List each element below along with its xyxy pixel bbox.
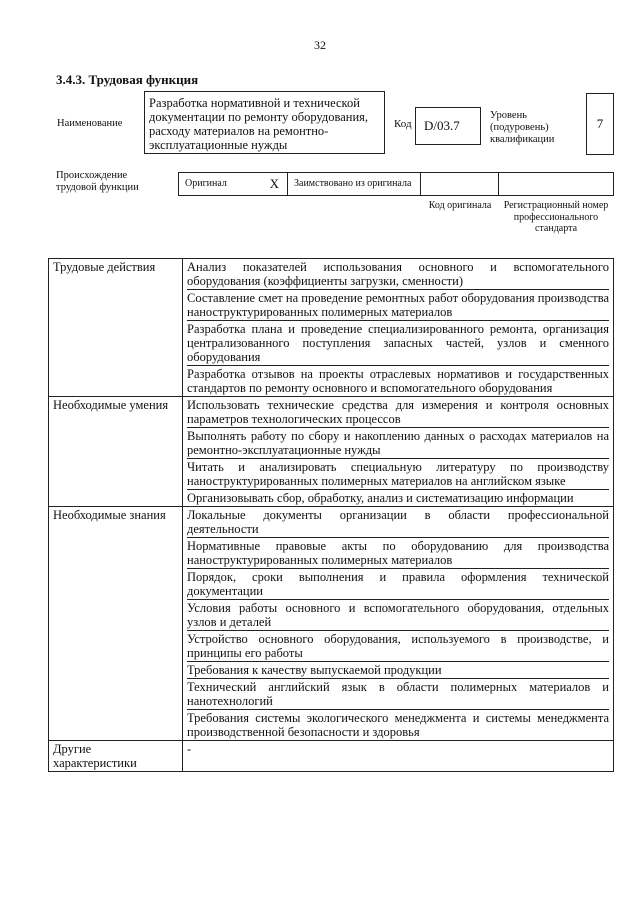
code-label: Код: [394, 118, 412, 130]
category-label: Необходимые умения: [49, 397, 183, 507]
level-value: 7: [586, 93, 614, 155]
original-mark: X: [269, 176, 279, 191]
list-item: Выполнять работу по сбору и накоплению данных о расходах материалов на ремонтно-эксплуатационные нужды: [187, 429, 609, 457]
list-item: Анализ показателей использования основного и вспомогательного оборудования (коэффициенты загрузки, сменности): [187, 260, 609, 288]
page-number: 32: [314, 38, 326, 52]
list-item: Порядок, сроки выполнения и правила оформления технической документации: [187, 570, 609, 598]
list-item: Требования системы экологического менеджмента и системы менеджмента производственной безопасности и здоровья: [187, 711, 609, 739]
borrowed-cell: [287, 172, 421, 196]
category-items: [183, 397, 614, 507]
reg-number-cell: [498, 172, 614, 196]
section-row: [49, 259, 614, 397]
borrowed-label: Заимствовано из оригинала: [294, 178, 412, 189]
category-items: [183, 741, 614, 772]
list-item: Составление смет на проведение ремонтных работ оборудования производства наноструктурированных полимерных материалов: [187, 291, 609, 319]
function-table: [48, 258, 614, 772]
category-items: [183, 259, 614, 397]
section-row: [49, 741, 614, 772]
list-item: Использовать технические средства для измерения и контроля основных параметров технологических процессов: [187, 398, 609, 426]
category-label: Другие характеристики: [49, 741, 183, 772]
list-item: Нормативные правовые акты по оборудованию для производства наноструктурированных полимерных материалов: [187, 539, 609, 567]
section-heading: 3.4.3. Трудовая функция: [56, 72, 199, 87]
code-original-label: Код оригинала: [428, 200, 492, 211]
function-name: Разработка нормативной и технической документации по ремонту оборудования, расходу материалов на ремонтно-эксплуатационные нужды: [144, 91, 385, 154]
category-label: Трудовые действия: [49, 259, 183, 397]
list-item: Требования к качеству выпускаемой продукции: [187, 662, 609, 679]
list-item: Разработка плана и проведение специализированного ремонта, организация централизованного поступления запасных частей, узлов и сменного оборудования: [187, 322, 609, 364]
list-item: -: [187, 742, 192, 756]
list-item: Технический английский язык в области полимерных материалов и нанотехнологий: [187, 680, 609, 708]
list-item: Организовывать сбор, обработку, анализ и систематизацию информации: [187, 491, 574, 505]
origin-label: Происхождение трудовой функции: [56, 170, 139, 193]
reg-number-label: Регистрационный номер профессионального стандарта: [503, 200, 609, 234]
list-item: Читать и анализировать специальную литературу по производству наноструктурированных полимерных материалов на английском языке: [187, 460, 609, 488]
category-items: [183, 507, 614, 741]
level-label: Уровень (подуровень) квалификации: [490, 110, 555, 145]
original-cell: [178, 172, 288, 196]
original-label: Оригинал: [185, 178, 227, 189]
section-row: [49, 507, 614, 741]
section-row: [49, 397, 614, 507]
code-original-cell: [420, 172, 499, 196]
list-item: Устройство основного оборудования, используемого в производстве, и принципы его работы: [187, 632, 609, 660]
origin-row: [178, 172, 614, 196]
list-item: Условия работы основного и вспомогательного оборудования, отдельных узлов и деталей: [187, 601, 609, 629]
category-label: Необходимые знания: [49, 507, 183, 741]
code-value: D/03.7: [415, 107, 481, 145]
name-label: Наименование: [57, 118, 123, 129]
list-item: Разработка отзывов на проекты отраслевых нормативов и государственных стандартов по ремонту основного и вспомогательного оборудования: [187, 367, 609, 395]
list-item: Локальные документы организации в области профессиональной деятельности: [187, 508, 609, 536]
